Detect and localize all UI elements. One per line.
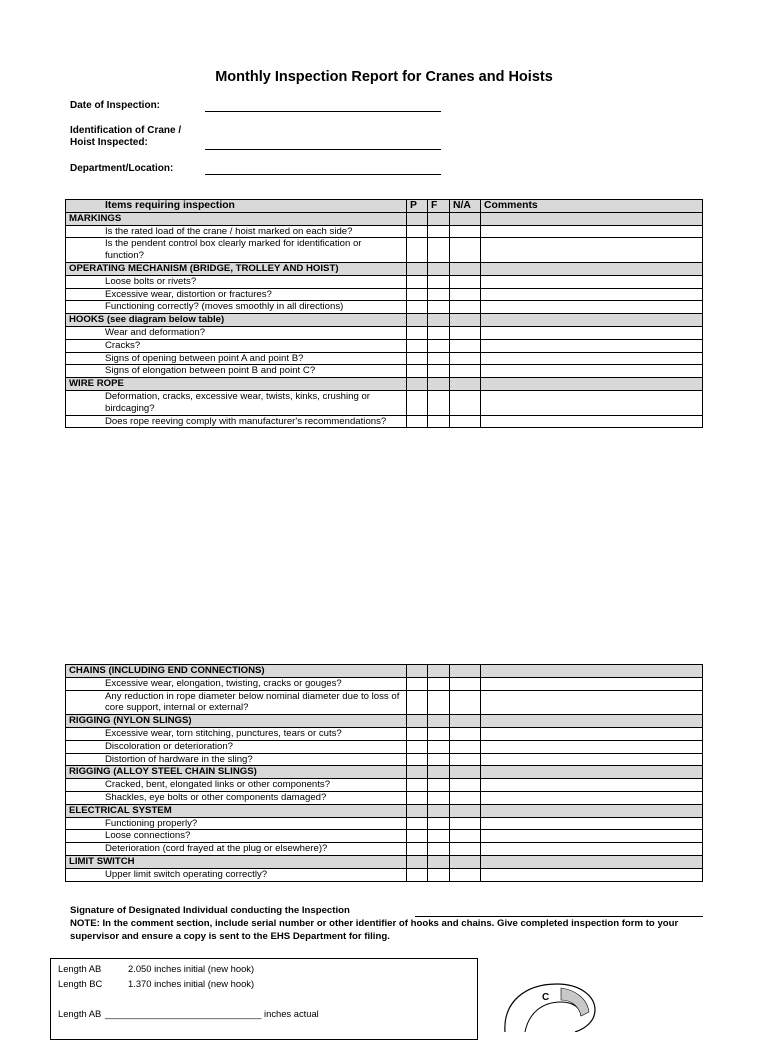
inspection-table-1 (65, 199, 703, 428)
comments-cell[interactable] (481, 365, 703, 378)
p-cell[interactable] (407, 275, 428, 288)
date-label: Date of Inspection: (70, 100, 161, 111)
section-title: WIRE ROPE (66, 378, 407, 391)
department-field[interactable] (205, 174, 441, 175)
p-cell[interactable] (407, 740, 428, 753)
length-ab-actual-field[interactable]: ______________________________ inches actual (105, 1008, 319, 1019)
section-row (66, 212, 703, 225)
na-cell[interactable] (450, 740, 481, 753)
item-text: Excessive wear, distortion or fractures? (66, 288, 407, 301)
item-text: Excessive wear, torn stitching, punctures, tears or cuts? (66, 727, 407, 740)
table-row (66, 779, 703, 792)
comments-cell[interactable] (481, 225, 703, 238)
item-text: Is the rated load of the crane / hoist marked on each side? (66, 225, 407, 238)
f-cell[interactable] (428, 690, 450, 715)
f-cell[interactable] (428, 779, 450, 792)
table-row (66, 339, 703, 352)
f-cell[interactable] (428, 275, 450, 288)
signature-label: Signature of Designated Individual conducting the Inspection (70, 905, 350, 916)
length-ab-value: 2.050 inches initial (new hook) (128, 963, 255, 974)
f-cell[interactable] (428, 352, 450, 365)
na-cell[interactable] (450, 301, 481, 314)
f-cell[interactable] (428, 830, 450, 843)
page-title: Monthly Inspection Report for Cranes and Hoists (215, 69, 553, 85)
f-cell[interactable] (428, 843, 450, 856)
na-cell[interactable] (450, 690, 481, 715)
table-row (66, 791, 703, 804)
na-cell[interactable] (450, 326, 481, 339)
table-row (66, 288, 703, 301)
f-cell[interactable] (428, 415, 450, 428)
p-cell[interactable] (407, 339, 428, 352)
table-row (66, 352, 703, 365)
section-row (66, 804, 703, 817)
p-cell[interactable] (407, 817, 428, 830)
table-row (66, 727, 703, 740)
item-text: Is the pendent control box clearly marked for identification or function? (66, 238, 407, 263)
table-header-row (66, 200, 703, 213)
na-cell[interactable] (450, 817, 481, 830)
comments-cell[interactable] (481, 288, 703, 301)
p-cell[interactable] (407, 225, 428, 238)
item-text: Upper limit switch operating correctly? (66, 868, 407, 881)
f-cell[interactable] (428, 326, 450, 339)
crane-label-line1: Identification of Crane / (70, 125, 182, 136)
na-cell[interactable] (450, 365, 481, 378)
p-cell[interactable] (407, 753, 428, 766)
f-cell[interactable] (428, 677, 450, 690)
length-bc-row (58, 978, 255, 989)
item-text: Functioning correctly? (moves smoothly in all directions) (66, 301, 407, 314)
section-row (66, 262, 703, 275)
table-row (66, 326, 703, 339)
p-cell[interactable] (407, 791, 428, 804)
p-cell[interactable] (407, 288, 428, 301)
section-title: MARKINGS (66, 212, 407, 225)
table-row (66, 225, 703, 238)
item-text: Loose bolts or rivets? (66, 275, 407, 288)
section-title: RIGGING (ALLOY STEEL CHAIN SLINGS) (66, 766, 407, 779)
f-cell[interactable] (428, 225, 450, 238)
item-text: Functioning properly? (66, 817, 407, 830)
date-field[interactable] (205, 111, 441, 112)
signature-field[interactable] (415, 916, 703, 917)
section-row (66, 665, 703, 678)
item-text: Any reduction in rope diameter below nominal diameter due to loss of core support, internal or external? (66, 690, 407, 715)
table-row (66, 275, 703, 288)
p-cell[interactable] (407, 352, 428, 365)
comments-cell[interactable] (481, 275, 703, 288)
item-text: Shackles, eye bolts or other components damaged? (66, 791, 407, 804)
table-row (66, 740, 703, 753)
inspection-table-2 (65, 664, 703, 882)
header-items: Items requiring inspection (66, 200, 407, 213)
table-row (66, 238, 703, 263)
na-cell[interactable] (450, 727, 481, 740)
na-cell[interactable] (450, 779, 481, 792)
item-text: Cracks? (66, 339, 407, 352)
table-row (66, 843, 703, 856)
comments-cell[interactable] (481, 868, 703, 881)
hook-length-box (50, 958, 478, 1040)
table-row (66, 868, 703, 881)
hook-point-c-label: C (542, 992, 550, 1003)
f-cell[interactable] (428, 238, 450, 263)
table-row (66, 365, 703, 378)
table-row (66, 817, 703, 830)
section-title: RIGGING (NYLON SLINGS) (66, 715, 407, 728)
na-cell[interactable] (450, 275, 481, 288)
comments-cell[interactable] (481, 339, 703, 352)
f-cell[interactable] (428, 365, 450, 378)
na-cell[interactable] (450, 415, 481, 428)
na-cell[interactable] (450, 352, 481, 365)
p-cell[interactable] (407, 415, 428, 428)
comments-cell[interactable] (481, 791, 703, 804)
na-cell[interactable] (450, 753, 481, 766)
f-cell[interactable] (428, 339, 450, 352)
f-cell[interactable] (428, 740, 450, 753)
item-text: Wear and deformation? (66, 326, 407, 339)
p-cell[interactable] (407, 830, 428, 843)
section-title: CHAINS (INCLUDING END CONNECTIONS) (66, 665, 407, 678)
item-text: Loose connections? (66, 830, 407, 843)
header-na: N/A (450, 200, 481, 213)
comments-cell[interactable] (481, 415, 703, 428)
comments-cell[interactable] (481, 301, 703, 314)
item-text: Discoloration or deterioration? (66, 740, 407, 753)
p-cell[interactable] (407, 690, 428, 715)
comments-cell[interactable] (481, 727, 703, 740)
comments-cell[interactable] (481, 238, 703, 263)
table-row (66, 677, 703, 690)
length-ab-actual-label: Length AB (58, 1008, 102, 1019)
table-row (66, 830, 703, 843)
section-title: ELECTRICAL SYSTEM (66, 804, 407, 817)
f-cell[interactable] (428, 868, 450, 881)
item-text: Cracked, bent, elongated links or other components? (66, 779, 407, 792)
p-cell[interactable] (407, 868, 428, 881)
f-cell[interactable] (428, 791, 450, 804)
length-ab-label: Length AB (58, 963, 102, 974)
comments-cell[interactable] (481, 690, 703, 715)
note-text: NOTE: In the comment section, include serial number or other identifier of hooks and chains. Give completed inspection form to your supervisor and ensure a copy is sent to the EHS Department for filing. (70, 918, 679, 942)
p-cell[interactable] (407, 301, 428, 314)
item-text: Deterioration (cord frayed at the plug or elsewhere)? (66, 843, 407, 856)
na-cell[interactable] (450, 225, 481, 238)
p-cell[interactable] (407, 727, 428, 740)
section-title: LIMIT SWITCH (66, 855, 407, 868)
na-cell[interactable] (450, 238, 481, 263)
na-cell[interactable] (450, 868, 481, 881)
table-row (66, 390, 703, 415)
comments-cell[interactable] (481, 326, 703, 339)
p-cell[interactable] (407, 779, 428, 792)
section-row (66, 766, 703, 779)
comments-cell[interactable] (481, 677, 703, 690)
f-cell[interactable] (428, 727, 450, 740)
comments-cell[interactable] (481, 740, 703, 753)
comments-cell[interactable] (481, 843, 703, 856)
item-text: Signs of opening between point A and point B? (66, 352, 407, 365)
na-cell[interactable] (450, 830, 481, 843)
hook-diagram (495, 972, 655, 1032)
signature-note-block (70, 904, 710, 943)
section-row (66, 314, 703, 327)
header-p: P (407, 200, 428, 213)
p-cell[interactable] (407, 326, 428, 339)
na-cell[interactable] (450, 390, 481, 415)
item-text: Distortion of hardware in the sling? (66, 753, 407, 766)
na-cell[interactable] (450, 339, 481, 352)
item-text: Excessive wear, elongation, twisting, cracks or gouges? (66, 677, 407, 690)
header-comments: Comments (481, 200, 703, 213)
na-cell[interactable] (450, 791, 481, 804)
comments-cell[interactable] (481, 817, 703, 830)
crane-field[interactable] (205, 149, 441, 150)
p-cell[interactable] (407, 390, 428, 415)
length-bc-value: 1.370 inches initial (new hook) (128, 978, 255, 989)
item-text: Deformation, cracks, excessive wear, twists, kinks, crushing or birdcaging? (66, 390, 407, 415)
section-row (66, 715, 703, 728)
na-cell[interactable] (450, 677, 481, 690)
header-f: F (428, 200, 450, 213)
length-ab-row (58, 963, 255, 974)
department-label: Department/Location: (70, 163, 174, 174)
comments-cell[interactable] (481, 830, 703, 843)
f-cell[interactable] (428, 390, 450, 415)
na-cell[interactable] (450, 843, 481, 856)
table-row (66, 415, 703, 428)
na-cell[interactable] (450, 288, 481, 301)
section-row (66, 378, 703, 391)
table-row (66, 690, 703, 715)
comments-cell[interactable] (481, 753, 703, 766)
hook-inner-outline (525, 1002, 581, 1032)
p-cell[interactable] (407, 365, 428, 378)
table-row (66, 301, 703, 314)
item-text: Signs of elongation between point B and point C? (66, 365, 407, 378)
length-ab-actual-row (58, 1008, 319, 1019)
p-cell[interactable] (407, 238, 428, 263)
crane-label (70, 125, 181, 149)
f-cell[interactable] (428, 817, 450, 830)
table-row (66, 753, 703, 766)
f-cell[interactable] (428, 288, 450, 301)
comments-cell[interactable] (481, 352, 703, 365)
comments-cell[interactable] (481, 779, 703, 792)
f-cell[interactable] (428, 301, 450, 314)
crane-label-line2: Hoist Inspected: (70, 137, 148, 148)
p-cell[interactable] (407, 843, 428, 856)
length-bc-label: Length BC (58, 978, 103, 989)
section-title: HOOKS (see diagram below table) (66, 314, 407, 327)
section-title: OPERATING MECHANISM (BRIDGE, TROLLEY AND HOIST) (66, 262, 407, 275)
comments-cell[interactable] (481, 390, 703, 415)
f-cell[interactable] (428, 753, 450, 766)
p-cell[interactable] (407, 677, 428, 690)
section-row (66, 855, 703, 868)
item-text: Does rope reeving comply with manufacturer's recommendations? (66, 415, 407, 428)
